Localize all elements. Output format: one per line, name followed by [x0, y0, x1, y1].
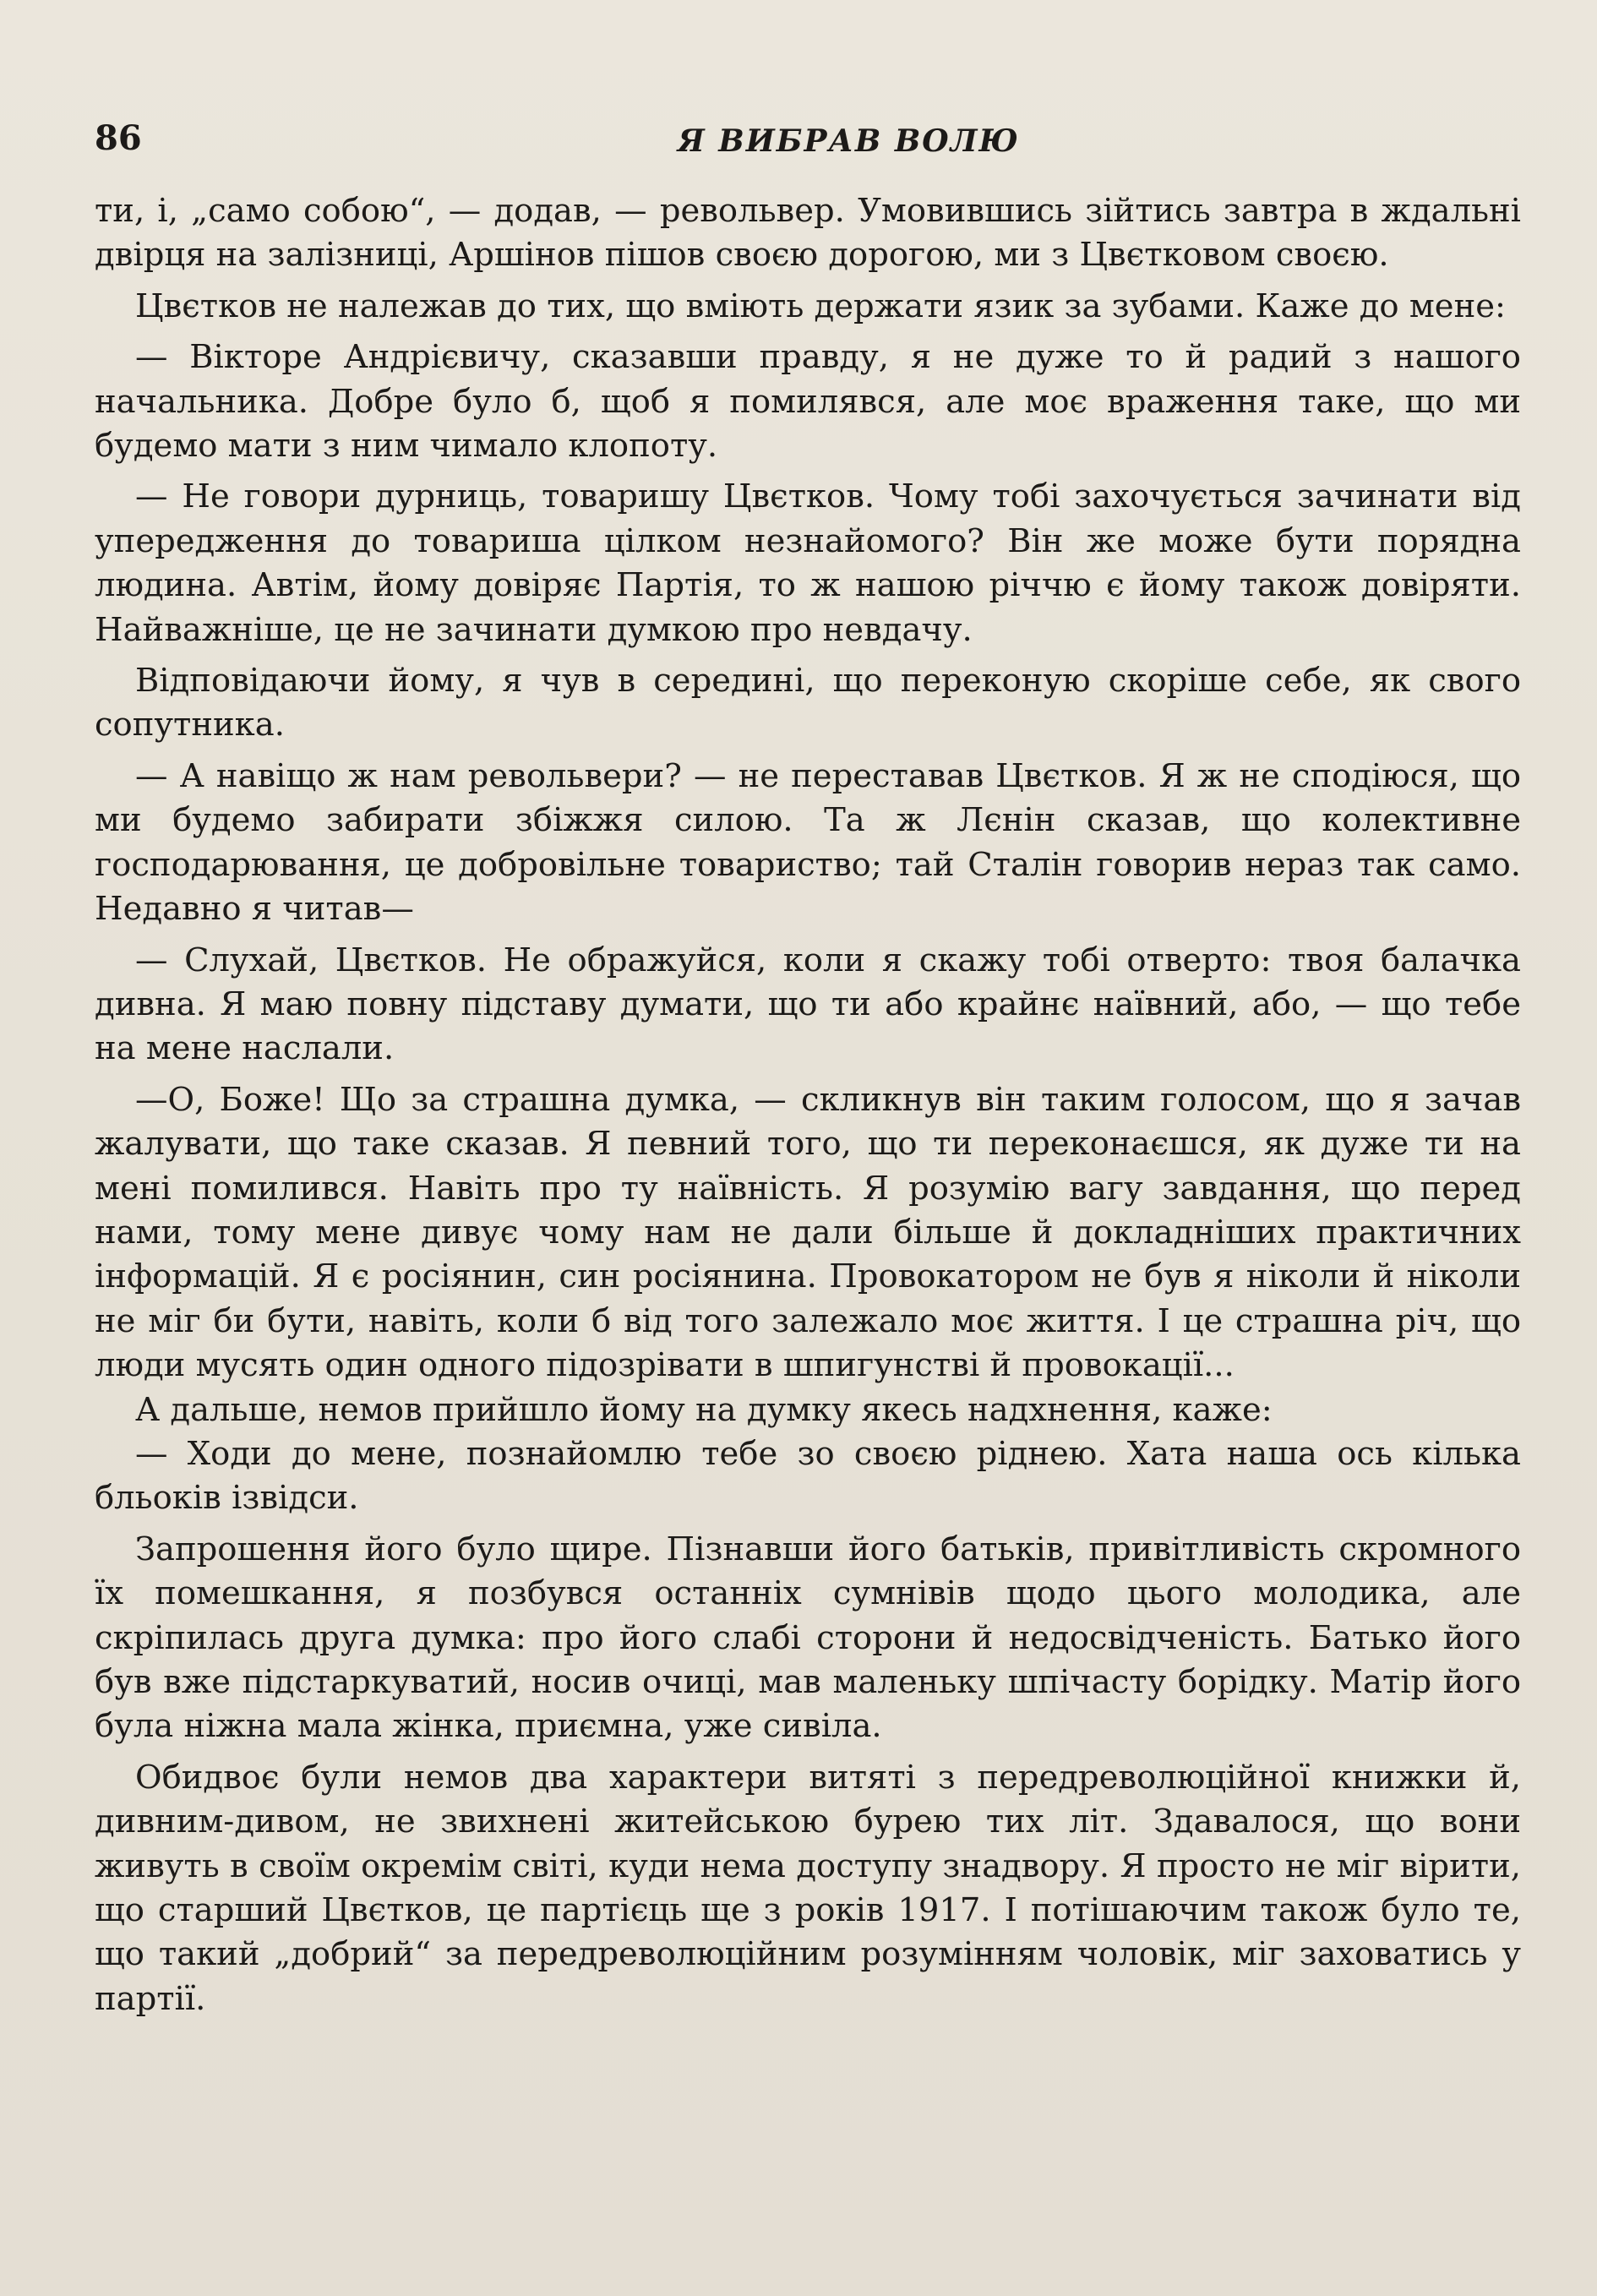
body-text: [95, 189, 1521, 2021]
paragraph: — Вікторе Андрієвичу, сказавши правду, я не дуже то й радий з нашого начальника. Добре було б, щоб я помилявся, але моє враження таке, що ми будемо мати з ним чимало клопоту.: [95, 338, 1521, 466]
paragraph: — Ходи до мене, познайомлю тебе зо своєю ріднею. Хата наша ось кілька бльоків ізвідси.: [95, 1434, 1521, 1518]
paragraph: Обидвоє були немов два характери витяті з передреволюційної книжки й, дивним-дивом, не звихнені житейською бурею тих літ. Здавалося, що вони живуть в своїм окремім світі, куди нема доступу знадвору. Я просто не міг вірити, що старший Цвєтков, це партієць ще з років 1917. І потішаючим також було те, що такий „добрий“ за передреволюційним розумінням чоловік, міг заховатись у партії.: [95, 1758, 1521, 2018]
page-number: 86: [95, 118, 142, 158]
paragraph: ти, і, „само собою“, — додав, — револьвер. Умовившись зійтись завтра в ждальні двірця на залізниці, Аршінов пішов своєю дорогою, ми з Цвєтковом своєю.: [95, 192, 1521, 275]
paragraph: А дальше, немов прийшло йому на думку якесь надхнення, каже:: [135, 1390, 1273, 1429]
paragraph: Цвєтков не належав до тих, що вміють держати язик за зубами. Каже до мене:: [135, 286, 1506, 325]
running-title: Я ВИБРАВ ВОЛЮ: [678, 123, 1020, 159]
paragraph: Запрошення його було щире. Пізнавши його батьків, привітливість скромного їх помешкання, я позбувся останніх сумнівів щодо цього молодика, але скріпилась друга думка: про його слабі сторони й недосвідченість. Батько його був вже підстаркуватий, носив очиці, мав маленьку шпічасту борідку. Матір його була ніжна мала жінка, приємна, уже сивіла.: [95, 1530, 1521, 1746]
paragraph: Відповідаючи йому, я чув в середині, що переконую скоріше себе, як свого сопутника.: [95, 662, 1521, 744]
paragraph: — А навіщо ж нам револьвери? — не переставав Цвєтков. Я ж не сподіюся, що ми будемо забирати збіжжя силою. Та ж Лєнін сказав, що колективне господарювання, це добровільне товариство; тай Сталін говорив нераз так само. Недавно я читав—: [95, 756, 1521, 929]
paragraph: — Не говори дурниць, товаришу Цвєтков. Чому тобі захочується зачинати від упередження до товариша цілком незнайомого? Він же може бути порядна людина. Автім, йому довіряє Партія, то ж нашою річчю є йому також довіряти. Найважніше, це не зачинати думкою про невдачу.: [95, 477, 1521, 649]
paragraph: —О, Боже! Що за страшна думка, — скликнув він таким голосом, що я зачав жалувати, що таке сказав. Я певний того, що ти переконаєшся, як дуже ти на мені помилився. Навіть про ту наївність. Я розумію вагу завдання, що перед нами, тому мене дивує чому нам не дали більше й докладніших практичних інформацій. Я є росіянин, син росіянина. Провокатором не був я ніколи й ніколи не міг би бути, навіть, коли б від того залежало моє життя. І це страшна річ, що люди мусять один одного підозрівати в шпигунстві й провокації...: [95, 1080, 1521, 1385]
paragraph: — Слухай, Цвєтков. Не ображуйся, коли я скажу тобі отверто: твоя балачка дивна. Я маю повну підставу думати, що ти або крайнє наївний, або, — що тебе на мене наслали.: [95, 941, 1521, 1068]
page-header: [95, 118, 1531, 169]
